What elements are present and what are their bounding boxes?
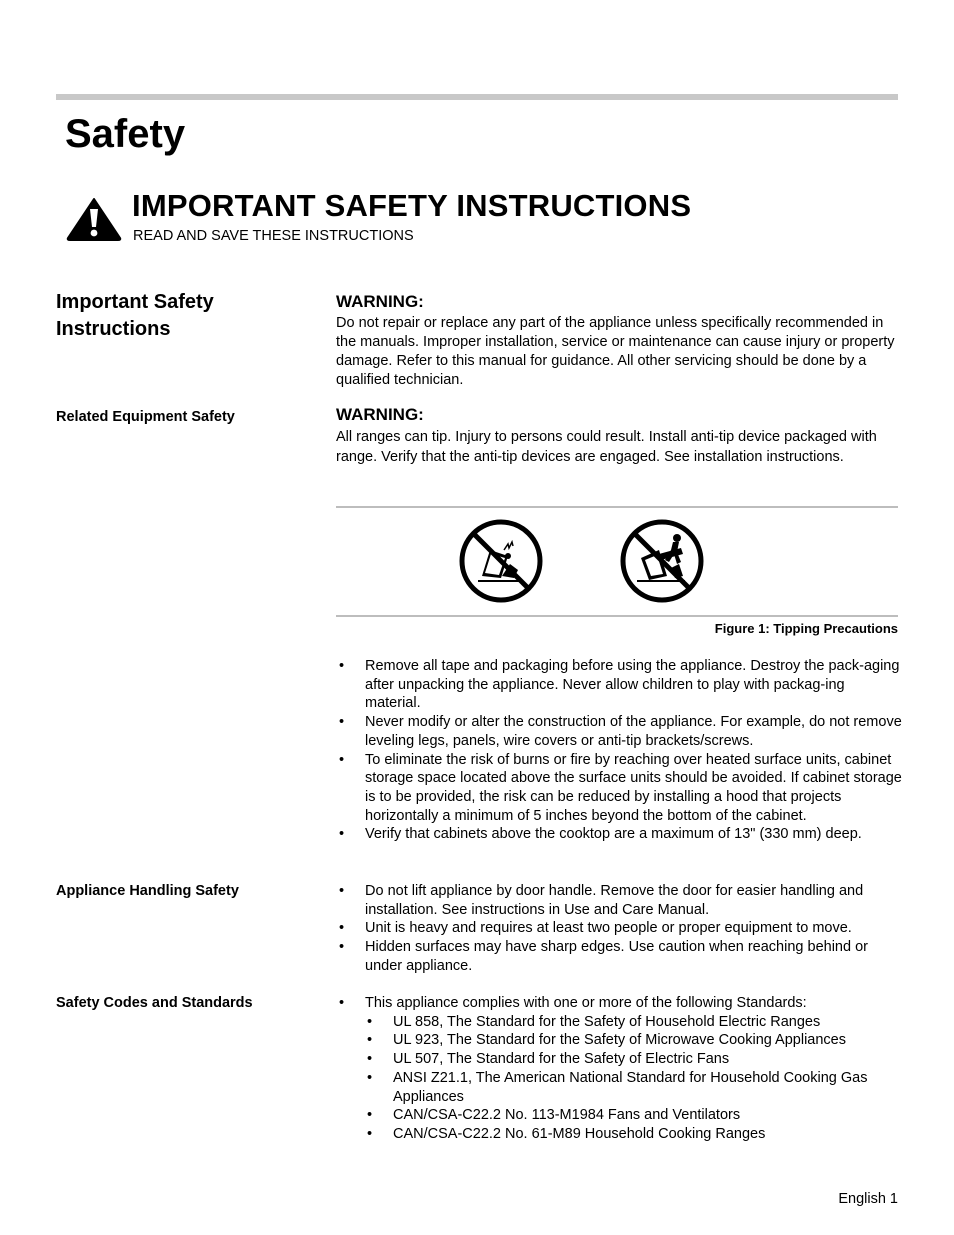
section-title: Important Safety Instructions [56, 291, 214, 340]
page-footer: English 1 [838, 1191, 898, 1207]
related-equipment-label: Related Equipment Safety [56, 409, 235, 425]
standard-item: • CAN/CSA-C22.2 No. 61-M89 Household Cooking Ranges [365, 1125, 902, 1144]
tipping-figure [336, 515, 898, 607]
top-rule [56, 94, 898, 100]
standard-item: • UL 507, The Standard for the Safety of Electric Fans [365, 1050, 902, 1069]
tipping-warning [336, 405, 898, 467]
standards-intro: This appliance complies with one or more of the following Standards: [365, 995, 807, 1011]
list-item: • Remove all tape and packaging before using the appliance. Destroy the pack-aging after unpacking the appliance. Never allow children to play with packag-ing material. [336, 657, 902, 713]
list-item: • Verify that cabinets above the cooktop are a maximum of 13" (330 mm) deep. [336, 825, 902, 844]
list-item: • Do not lift appliance by door handle. Remove the door for easier handling and installation. See instructions in Use and Care Manual. [336, 882, 902, 919]
warning-heading: WARNING: [336, 405, 424, 424]
figure-bottom-rule [336, 615, 898, 617]
list-item: • Unit is heavy and requires at least two people or proper equipment to move. [336, 919, 902, 938]
general-warning [336, 292, 898, 390]
related-equipment-list [336, 657, 902, 844]
safety-codes-label: Safety Codes and Standards [56, 995, 253, 1011]
list-item: • Never modify or alter the construction of the appliance. For example, do not remove leveling legs, panels, wire covers or anti-tip brackets/screws. [336, 713, 902, 750]
standards-list [365, 1013, 902, 1144]
standard-item: • UL 858, The Standard for the Safety of Household Electric Ranges [365, 1013, 902, 1032]
important-safety-heading: IMPORTANT SAFETY INSTRUCTIONS [132, 188, 692, 223]
standard-item: • UL 923, The Standard for the Safety of Microwave Cooking Appliances [365, 1031, 902, 1050]
standard-item: • ANSI Z21.1, The American National Standard for Household Cooking Gas Appliances [365, 1069, 902, 1106]
warning-heading: WARNING: [336, 292, 424, 311]
list-item: • To eliminate the risk of burns or fire by reaching over heated surface units, cabinet storage space located above the surface units should be avoided. If cabinet storage is to be provided, the risk can be reduced by installing a hood that projects horizontally a minimum of 5 inches beyond the bottom of the cabinet. [336, 751, 902, 826]
no-child-climbing-oven-door-icon [458, 518, 544, 604]
figure-top-rule [336, 506, 898, 508]
important-safety-subheading: READ AND SAVE THESE INSTRUCTIONS [133, 228, 414, 244]
appliance-handling-list [336, 882, 902, 976]
no-child-standing-on-door-icon [619, 518, 705, 604]
appliance-handling-label: Appliance Handling Safety [56, 883, 239, 899]
list-item [336, 994, 902, 1144]
warning-text: All ranges can tip. Injury to persons could result. Install anti-tip device packaged with range. Verify that the anti-tip devices are engaged. See installation instructions. [336, 429, 877, 465]
page-title: Safety [65, 112, 186, 156]
safety-codes-list [336, 994, 902, 1144]
standard-item: • CAN/CSA-C22.2 No. 113-M1984 Fans and Ventilators [365, 1106, 902, 1125]
warning-triangle-icon [66, 197, 122, 241]
warning-text: Do not repair or replace any part of the appliance unless specifically recommended in the manuals. Improper installation, service or maintenance can cause injury or property damage. Refer to this manual for guidance. All other servicing should be done by a qualified technician. [336, 315, 895, 388]
figure-caption: Figure 1: Tipping Precautions [714, 621, 898, 636]
list-item: • Hidden surfaces may have sharp edges. Use caution when reaching behind or under appliance. [336, 938, 902, 975]
